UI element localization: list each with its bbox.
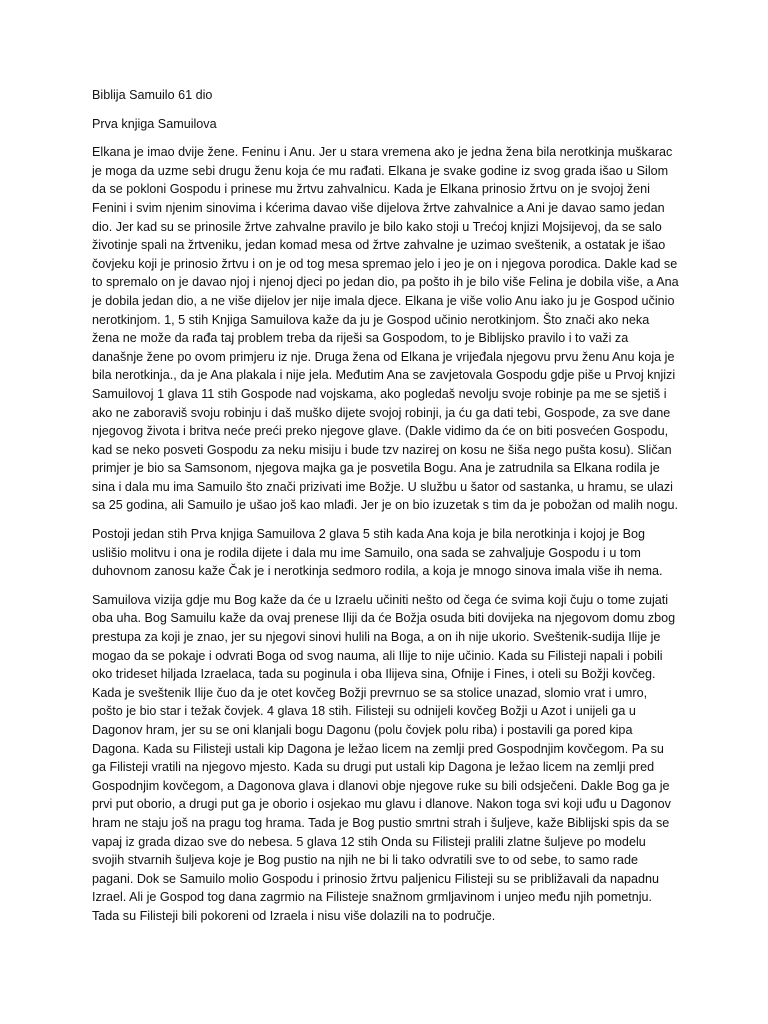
paragraph-3: Samuilova vizija gdje mu Bog kaže da će u Izraelu učiniti nešto od čega će svima koji čuju o tome zujati oba uha. Bog Samuilu kaže da ovaj prenese Iliji da će Božja osuda biti dovijeka na njegovom domu zbog prestupa za koji je znao, jer su njegovi sinovi hulili na Boga, a on ih nije ukorio. Sveštenik-sudija Ilije je mogao da se pokaje i odvrati Boga od svog nauma, ali Ilije to nije učinio. Kada su Filisteji napali i pobili oko trideset hiljada Izraelaca, tada su poginula i oba Ilijeva sina, Ofnije i Fines, i oteli su Božji kovčeg. Kada je sveštenik Ilije čuo da je otet kovčeg Božji prevrnuo se sa stolice unazad, slomio vrat i umro, pošto je bio star i težak čovjek. 4 glava 18 stih. Filisteji su odnijeli kovčeg Božji u Azot i unijeli ga u Dagonov hram, jer su se oni klanjali bogu Dagonu (polu čovjek polu riba) i postavili ga pored kipa Dagona. Kada su Filisteji ustali kip Dagona je ležao licem na zemlji pred Gospodnjim kovčegom. Pa su ga Filisteji vratili na njegovo mjesto. Kada su drugi put ustali kip Dagona je ležao licem na zemlji pred Gospodnjim kovčegom, a Dagonova glava i dlanovi obje njegove ruke su bili odsječeni. Dakle Bog ga je prvi put oborio, a drugi put ga je oborio i osjekao mu glavu i dlanove. Nakon toga svi koji uđu u Dagonov hram ne staju još na pragu tog hrama. Tada je Bog pustio smrtni strah i šuljeve, kaže Biblijski spis da se vapaj iz grada dizao sve do nebesa. 5 glava 12 stih Onda su Filisteji pralili zlatne šuljeve po modelu svojih stvarnih šuljeva koje je Bog pustio na njih ne bi li tako odvratili sve to od sebe, to samo rade pagani. Dok se Samuilo molio Gospodu i prinosio žrtvu paljenicu Filisteji su se približavali da napadnu Izrael. Ali je Gospod tog dana zagrmio na Filisteje snažnom grmljavinom i unjeo među njih pometnju. Tada su Filisteji bili pokoreni od Izraela i nisu više dolazili na to područje. (92, 592, 676, 923)
paragraph-2: Postoji jedan stih Prva knjiga Samuilova 2 glava 5 stih kada Ana koja je bila nerotkinja i kojoj je Bog uslišio molitvu i ona je rodila dijete i dala mu ime Samuilo, ona sada se zahvaljuje Gospodu i u tom duhovnom zanosu kaže Čak je i nerotkinja sedmoro rodila, a koja je mnogo sinova imala više ih nema. (92, 527, 663, 579)
paragraph-1: Elkana je imao dvije žene. Feninu i Anu. Jer u stara vremena ako je jedna žena bila nerotkinja muškarac je moga da uzme sebi drugu ženu koja će mu rađati. Elkana je svake godine iz svog grada išao u Silom da se pokloni Gospodu i prinese mu žrtvu zahvalnicu. Kada je Elkana prinosio žrtvu on je svojoj ženi Fenini i svim njenim sinovima i kćerima davao više dijelova žrtve zahvalnice a Ani je davao samo jedan dio. Jer kad su se prinosile žrtve zahvalne pravilo je bilo kako stoji u Trećoj knjizi Mojsijevoj, da se salo životinje spali na žrtveniku, jedan komad mesa od žrtve zahvalne je uzimao sveštenik, a ostatak je išao čovjeku koji je prinosio žrtvu i on je od tog mesa spremao jelo i jeo je on i njegova porodica. Dakle kad se to spremalo on je davao njoj i njenoj djeci po jedan dio, pa pošto ih je bilo više Felina je dobila više, a Ana je dobila jedan dio, a ne više dijelov jer nije imala djece. Elkana je više volio Anu iako ju je Gospod učinio nerotkinjom. 1, 5 stih Knjiga Samuilova kaže da ju je Gospod učinio nerotkinjom. Što znači ako neka žena ne može da rađa taj problem treba da riješi sa Gospodom, to je Biblijsko pravilo i to važi za današnje žene po ovom primjeru iz nje. Druga žena od Elkana je vrijeđala njegovu prvu ženu Anu koja je bila nerotkinja., da je Ana plakala i nije jela. Međutim Ana se zavjetovala Gospodu gdje piše u Prvoj knjizi Samuilovoj 1 glava 11 stih Gospode nad vojskama, ako pogledaš nevolju svoje robinje pa me se sjetiš i ako ne zaboraviš svoju robinju i daš muško dijete svojoj robinji, ja ću ga dati tebi, Gospode, za sve dane njegovog života i britva neće preći preko njegove glave. (Dakle vidimo da će on biti posvećen Gospodu, kad se neko posveti Gospodu za neku misiju i bude tzv nazirej on kosu ne šiša nego pušta kosu). Sličan primjer je bio sa Samsonom, njegova majka ga je posvetila Bogu. Ana je zatrudnila sa Elkana rodila je sina i dala mu ima Samuilo što znači prizivati ime Božje. U službu u šator od sastanka, u hramu, se ulazi sa 25 godina, ali Samuilo je ušao još kao mlađi. Jer je on bio izuzetak s tim da je pobožan od malih nogu. (92, 145, 679, 513)
document-title: Biblija Samuilo 61 dio (92, 88, 213, 102)
document-subtitle: Prva knjiga Samuilova (92, 116, 217, 131)
document-content (92, 86, 680, 936)
